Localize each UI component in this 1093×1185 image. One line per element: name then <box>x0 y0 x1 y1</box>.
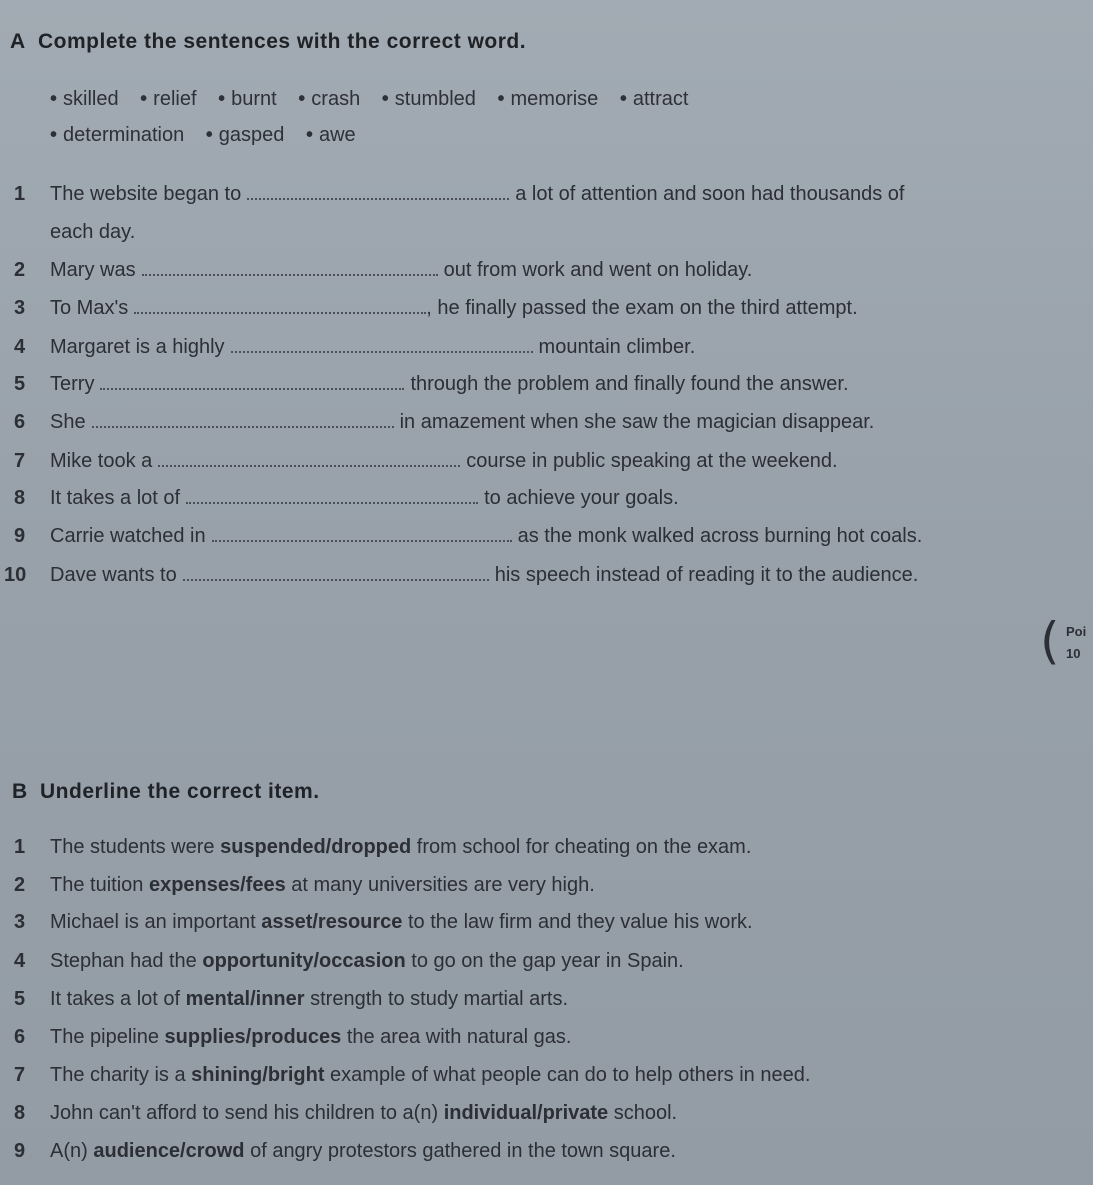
word-option: attract <box>632 88 689 110</box>
word-option: burnt <box>231 88 277 110</box>
sentence-b6: The pipeline supplies/produces the area with natural gas. <box>50 1026 572 1048</box>
sentence-text: Dave wants to <box>50 564 177 586</box>
item-number: 5 <box>14 373 26 395</box>
word-option: stumbled <box>394 88 476 110</box>
sentence-text: Margaret is a highly <box>50 336 225 358</box>
sentence-a6 <box>50 411 874 434</box>
item-number: 4 <box>14 950 26 972</box>
choice-options[interactable]: expenses/fees <box>148 874 286 896</box>
sentence-b4: Stephan had the opportunity/occasion to go on the gap year in Spain. <box>50 950 684 972</box>
choice-options[interactable]: mental/inner <box>185 988 305 1010</box>
sentence-text: in amazement when she saw the magician disappear. <box>399 411 875 433</box>
item-number: 8 <box>14 487 26 509</box>
points-bracket: ( <box>1040 612 1060 670</box>
choice-options[interactable]: suspended/dropped <box>220 836 412 858</box>
sentence-a9 <box>50 525 922 548</box>
section-a-title: Complete the sentences with the correct word. <box>38 30 527 53</box>
item-number: 3 <box>14 911 26 933</box>
sentence-text: The website began to <box>50 183 242 205</box>
answer-blank[interactable] <box>183 565 489 581</box>
answer-blank[interactable] <box>158 451 460 467</box>
choice-options[interactable]: audience/crowd <box>93 1140 245 1162</box>
sentence-a10 <box>50 564 918 587</box>
word-option: determination <box>63 124 185 146</box>
sentence-text: a lot of attention and soon had thousands of <box>515 183 905 205</box>
section-b-heading <box>12 780 320 804</box>
answer-blank[interactable] <box>212 526 512 542</box>
word-option: memorise <box>510 88 599 110</box>
sentence-text: It takes a lot of <box>50 487 181 509</box>
word-option: awe <box>318 124 356 146</box>
sentence-b3: Michael is an important asset/resource to the law firm and they value his work. <box>50 911 753 933</box>
item-number: 7 <box>14 1064 26 1086</box>
word-option: gasped <box>218 124 285 146</box>
sentence-text: mountain climber. <box>538 336 696 358</box>
item-number: 6 <box>14 1026 26 1048</box>
sentence-a5 <box>50 373 849 396</box>
sentence-text: Carrie watched in <box>50 525 206 547</box>
answer-blank[interactable] <box>142 260 438 276</box>
sentence-a2 <box>50 259 752 282</box>
sentence-b2: The tuition expenses/fees at many universities are very high. <box>50 874 595 896</box>
choice-options[interactable]: shining/bright <box>191 1064 325 1086</box>
answer-blank[interactable] <box>231 337 533 353</box>
word-box-row-2: • determination • gasped • awe <box>50 124 356 146</box>
answer-blank[interactable] <box>186 488 478 504</box>
item-number: 7 <box>14 450 26 472</box>
sentence-text: Mike took a <box>50 450 153 472</box>
item-number: 4 <box>14 336 26 358</box>
sentence-text: his speech instead of reading it to the audience. <box>494 564 919 586</box>
choice-options[interactable]: asset/resource <box>261 911 403 933</box>
sentence-text: Terry <box>50 373 95 395</box>
sentence-text: , he finally passed the exam on the third attempt. <box>426 297 858 319</box>
item-number: 8 <box>14 1102 26 1124</box>
word-option: crash <box>311 88 361 110</box>
item-number: 10 <box>4 564 27 586</box>
section-a-letter: A <box>10 30 26 53</box>
section-b-title: Underline the correct item. <box>40 780 320 803</box>
word-option: skilled <box>63 88 119 110</box>
answer-blank[interactable] <box>134 298 426 314</box>
answer-blank[interactable] <box>100 374 404 390</box>
sentence-b8: John can't afford to send his children to a(n) individual/private school. <box>50 1102 678 1124</box>
section-a-heading <box>10 30 526 54</box>
item-number: 1 <box>14 836 26 858</box>
choice-options[interactable]: supplies/produces <box>164 1026 342 1048</box>
item-number: 9 <box>14 1140 26 1162</box>
sentence-b7: The charity is a shining/bright example of what people can do to help others in need. <box>50 1064 811 1086</box>
choice-options[interactable]: individual/private <box>443 1102 609 1124</box>
sentence-a4 <box>50 336 695 359</box>
sentence-b5: It takes a lot of mental/inner strength to study martial arts. <box>50 988 569 1010</box>
sentence-text: Mary was <box>50 259 136 281</box>
answer-blank[interactable] <box>247 184 509 200</box>
item-number: 5 <box>14 988 26 1010</box>
answer-blank[interactable] <box>92 412 394 428</box>
sentence-text: To Max's <box>50 297 129 319</box>
choice-options[interactable]: opportunity/occasion <box>202 950 406 972</box>
sentence-text: out from work and went on holiday. <box>443 259 753 281</box>
sentence-text: She <box>50 411 86 433</box>
sentence-text: as the monk walked across burning hot coals. <box>517 525 923 547</box>
points-value: 10 <box>1066 646 1081 661</box>
item-number: 3 <box>14 297 26 319</box>
sentence-text: to achieve your goals. <box>484 487 679 509</box>
sentence-a8 <box>50 487 679 510</box>
word-option: relief <box>153 88 197 110</box>
item-number: 1 <box>14 183 26 205</box>
sentence-text: course in public speaking at the weekend. <box>466 450 838 472</box>
item-number: 2 <box>14 259 26 281</box>
item-number: 6 <box>14 411 26 433</box>
item-number: 9 <box>14 525 26 547</box>
sentence-b1: The students were suspended/dropped from school for cheating on the exam. <box>50 836 752 858</box>
sentence-a1-continued: each day. <box>50 221 136 243</box>
sentence-text: through the problem and finally found the answer. <box>410 373 849 395</box>
points-label: Poi <box>1066 624 1087 639</box>
sentence-a3 <box>50 297 858 320</box>
word-box-row-1: • skilled • relief • burnt • crash • stumbled • memorise • attract <box>50 88 689 110</box>
sentence-a7 <box>50 450 838 473</box>
sentence-b9: A(n) audience/crowd of angry protestors gathered in the town square. <box>50 1140 676 1162</box>
sentence-a1 <box>50 183 904 206</box>
section-b-letter: B <box>12 780 28 803</box>
item-number: 2 <box>14 874 26 896</box>
